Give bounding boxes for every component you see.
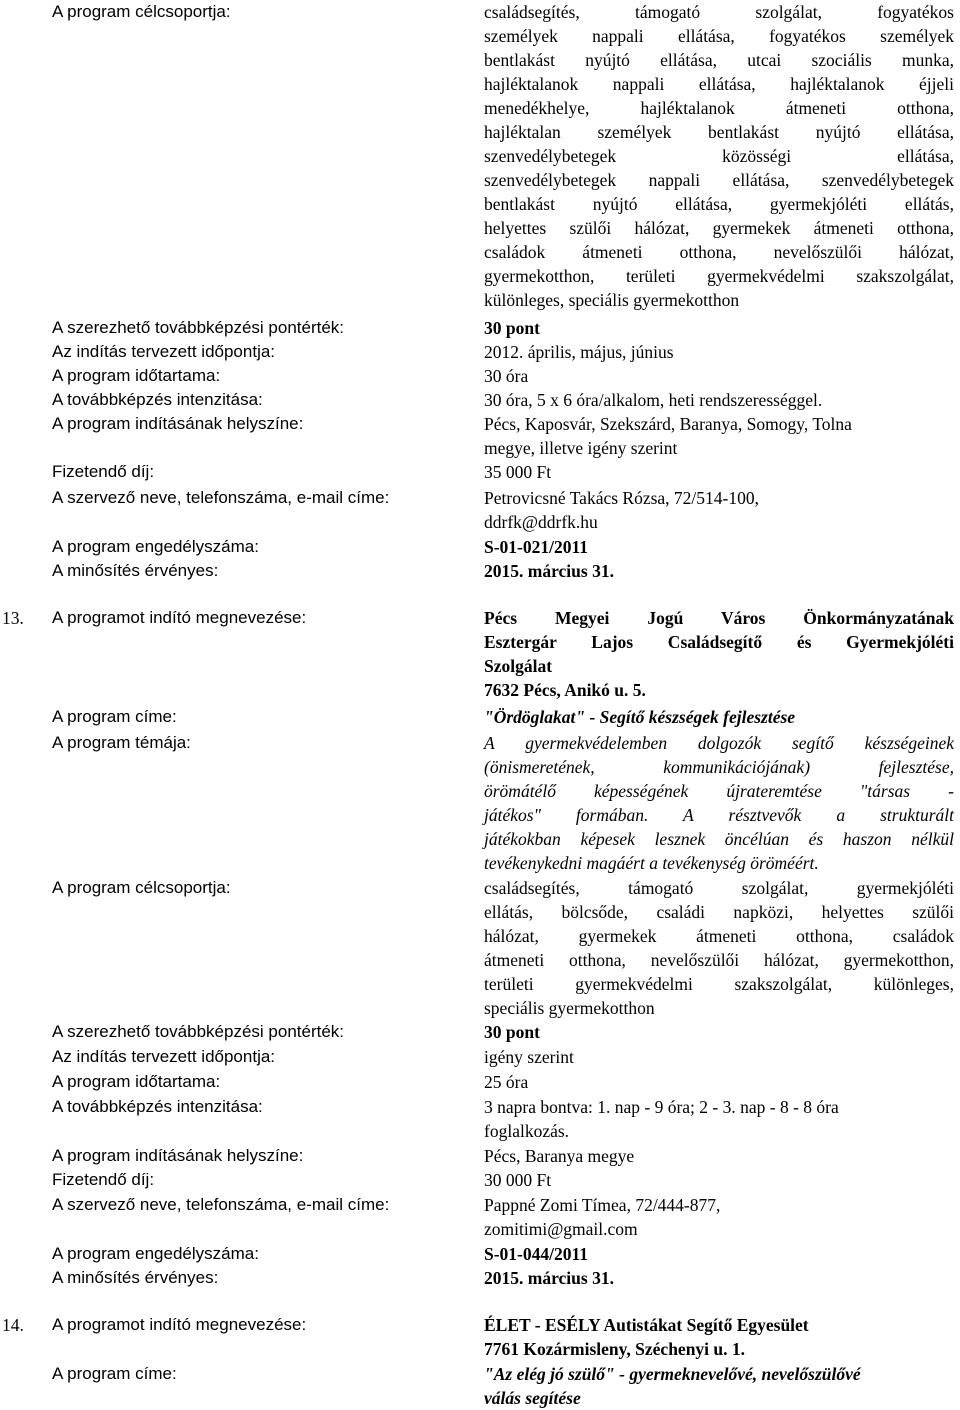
- start-date-label: Az indítás tervezett időpontja:: [52, 1047, 276, 1066]
- points-label: A szerezhető továbbképzési pontérték:: [52, 1022, 345, 1041]
- intensity-line: foglalkozás.: [484, 1121, 570, 1141]
- intensity-label: A továbbképzés intenzitása:: [52, 1097, 263, 1116]
- launcher-label: A programot indító megnevezése:: [52, 1315, 307, 1334]
- target-group-line: bentlakást nyújtó ellátása, gyermekjóléti ellátás,: [484, 194, 954, 214]
- item-number: 13.: [2, 608, 24, 628]
- target-group-line: speciális gyermekotthon: [484, 998, 655, 1018]
- target-group-line: átmeneti otthona, nevelőszülői hálózat, gyermekotthon,: [484, 950, 954, 970]
- license-value: S-01-021/2011: [484, 537, 589, 557]
- validity-label: A minősítés érvényes:: [52, 1268, 219, 1287]
- intensity-label: A továbbképzés intenzitása:: [52, 390, 263, 409]
- target-group-line: gyermekotthon, területi gyermekvédelmi szakszolgálat,: [484, 266, 954, 286]
- duration-label: A program időtartama:: [52, 366, 221, 385]
- fee-value: 30 000 Ft: [484, 1170, 552, 1190]
- launcher-address: 7632 Pécs, Anikó u. 5.: [484, 680, 646, 700]
- points-label: A szerezhető továbbképzési pontérték:: [52, 318, 345, 337]
- launcher-line: ÉLET - ESÉLY Autistákat Segítő Egyesület: [484, 1315, 809, 1335]
- target-group-line: helyettes szülői hálózat, gyermekek átmeneti otthona,: [484, 218, 954, 238]
- target-group-line: menedékhelye, hajléktalanok átmeneti otthona,: [484, 98, 954, 118]
- start-date-value: 2012. április, május, június: [484, 342, 674, 362]
- title-line: "Az elég jó szülő" - gyermeknevelővé, nevelőszülővé: [484, 1364, 861, 1384]
- validity-label: A minősítés érvényes:: [52, 561, 219, 580]
- duration-value: 25 óra: [484, 1072, 529, 1092]
- theme-line: örömátélő képességének újrateremtése "társas -: [484, 781, 954, 801]
- title-label: A program címe:: [52, 707, 177, 726]
- launcher-line: Esztergár Lajos Családsegítő és Gyermekjóléti: [484, 632, 954, 652]
- target-group-line: családok átmeneti otthona, nevelőszülői hálózat,: [484, 242, 954, 262]
- location-label: A program indításának helyszíne:: [52, 1146, 304, 1165]
- organizer-label: A szervező neve, telefonszáma, e-mail címe:: [52, 1195, 390, 1214]
- theme-line: A gyermekvédelemben dolgozók segítő készségeinek: [484, 733, 954, 753]
- organizer-label: A szervező neve, telefonszáma, e-mail címe:: [52, 488, 390, 507]
- title-line: válás segítése: [484, 1388, 581, 1408]
- target-group-line: hálózat, gyermekek átmeneti otthona, családok: [484, 926, 954, 946]
- target-group-line: hajléktalanok nappali ellátása, hajléktalanok éjjeli: [484, 74, 954, 94]
- intensity-value: 30 óra, 5 x 6 óra/alkalom, heti rendszerességgel.: [484, 390, 823, 410]
- fee-value: 35 000 Ft: [484, 462, 552, 482]
- target-group-line: családsegítés, támogató szolgálat, gyermekjóléti: [484, 878, 954, 898]
- location-line: megye, illetve igény szerint: [484, 438, 678, 458]
- location-value: Pécs, Baranya megye: [484, 1146, 635, 1166]
- theme-line: (önismeretének, kommunikációjának) fejlesztése,: [484, 757, 954, 777]
- target-group-line: szenvedélybetegek közösségi ellátása,: [484, 146, 954, 166]
- theme-line: játékos" formában. A résztvevők a strukturált: [484, 805, 954, 825]
- start-date-label: Az indítás tervezett időpontja:: [52, 342, 276, 361]
- start-date-value: igény szerint: [484, 1047, 574, 1067]
- launcher-address: 7761 Kozármisleny, Széchenyi u. 1.: [484, 1339, 746, 1359]
- target-group-line: bentlakást nyújtó ellátása, utcai szociális munka,: [484, 50, 954, 70]
- points-value: 30 pont: [484, 1022, 540, 1042]
- target-group-line: ellátás, bölcsőde, családi napközi, helyettes szülői: [484, 902, 954, 922]
- organizer-email: ddrfk@ddrfk.hu: [484, 512, 598, 532]
- launcher-line: Szolgálat: [484, 656, 553, 676]
- fee-label: Fizetendő díj:: [52, 462, 155, 481]
- license-label: A program engedélyszáma:: [52, 537, 259, 556]
- duration-value: 30 óra: [484, 366, 529, 386]
- target-group-label: A program célcsoportja:: [52, 878, 231, 897]
- title-value: "Ördöglakat" - Segítő készségek fejlesztése: [484, 707, 796, 727]
- theme-label: A program témája:: [52, 733, 191, 752]
- location-label: A program indításának helyszíne:: [52, 414, 304, 433]
- organizer-line: Pappné Zomi Tímea, 72/444-877,: [484, 1195, 721, 1215]
- theme-line: játékokban képesek lesznek öncélúan és haszon nélkül: [484, 829, 954, 849]
- license-value: S-01-044/2011: [484, 1244, 589, 1264]
- target-group-line: szenvedélybetegek nappali ellátása, szenvedélybetegek: [484, 170, 954, 190]
- organizer-email: zomitimi@gmail.com: [484, 1219, 638, 1239]
- target-group-label: A program célcsoportja:: [52, 2, 231, 21]
- location-line: Pécs, Kaposvár, Szekszárd, Baranya, Somogy, Tolna: [484, 414, 852, 434]
- intensity-line: 3 napra bontva: 1. nap - 9 óra; 2 - 3. nap - 8 - 8 óra: [484, 1097, 839, 1117]
- theme-line: tevékenykedni magáért a tevékenység öröméért.: [484, 853, 819, 873]
- validity-value: 2015. március 31.: [484, 561, 614, 581]
- target-group-line: területi gyermekvédelmi szakszolgálat, különleges,: [484, 974, 954, 994]
- launcher-line: Pécs Megyei Jogú Város Önkormányzatának: [484, 608, 954, 628]
- target-group-line: személyek nappali ellátása, fogyatékos személyek: [484, 26, 954, 46]
- target-group-line: különleges, speciális gyermekotthon: [484, 290, 740, 310]
- validity-value: 2015. március 31.: [484, 1268, 614, 1288]
- item-number: 14.: [2, 1315, 24, 1335]
- points-value: 30 pont: [484, 318, 540, 338]
- title-label: A program címe:: [52, 1364, 177, 1383]
- duration-label: A program időtartama:: [52, 1072, 221, 1091]
- organizer-line: Petrovicsné Takács Rózsa, 72/514-100,: [484, 488, 759, 508]
- launcher-label: A programot indító megnevezése:: [52, 608, 307, 627]
- target-group-line: hajléktalan személyek bentlakást nyújtó ellátása,: [484, 122, 954, 142]
- fee-label: Fizetendő díj:: [52, 1170, 155, 1189]
- target-group-line: családsegítés, támogató szolgálat, fogyatékos: [484, 2, 954, 22]
- license-label: A program engedélyszáma:: [52, 1244, 259, 1263]
